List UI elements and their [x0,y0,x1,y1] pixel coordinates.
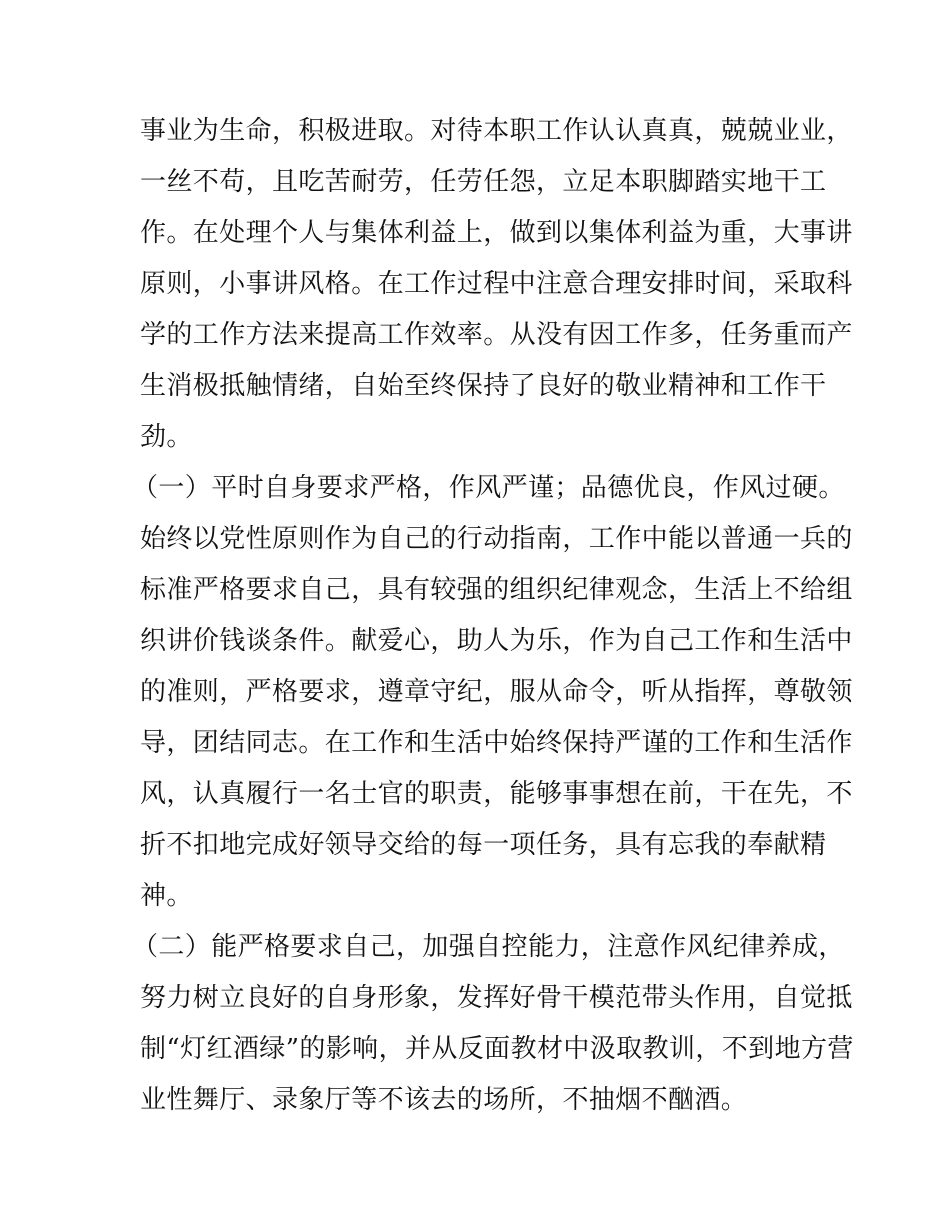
text-line: 神。 [140,881,193,911]
text-line: 折不扣地完成好领导交给的每一项任务，具有忘我的奉献精 [140,830,827,860]
text-line: 学的工作方法来提高工作效率。从没有因工作多，任务重而产 [140,320,853,350]
text-line: 的准则，严格要求，遵章守纪，服从命令，听从指挥，尊敬领 [140,677,853,707]
section-heading-2: （二）能严格要求自己，加强自控能力，注意作风纪律养成， [132,932,845,962]
text-line: 努力树立良好的自身形象，发挥好骨干模范带头作用，自觉抵 [140,983,853,1013]
text-line: 织讲价钱谈条件。献爱心，助人为乐，作为自己工作和生活中 [140,626,853,656]
text-line: 导，团结同志。在工作和生活中始终保持严谨的工作和生活作 [140,728,853,758]
text-line: 始终以党性原则作为自己的行动指南，工作中能以普通一兵的 [140,524,853,554]
text-line: 劲。 [140,422,193,452]
text-line: 风，认真履行一名士官的职责，能够事事想在前，干在先，不 [140,779,853,809]
text-line: 作。在处理个人与集体利益上，做到以集体利益为重，大事讲 [140,218,853,248]
text-line: 生消极抵触情绪，自始至终保持了良好的敬业精神和工作干 [140,371,827,401]
text-line: 一丝不苟，且吃苦耐劳，任劳任怨，立足本职脚踏实地干工 [140,167,827,197]
section-heading-1: （一）平时自身要求严格，作风严谨；品德优良，作风过硬。 [132,473,845,503]
text-line: 事业为生命，积极进取。对待本职工作认认真真，兢兢业业， [140,116,853,146]
text-line: 业性舞厅、录象厅等不该去的场所，不抽烟不酗酒。 [140,1085,748,1115]
text-line: 制“灯红酒绿”的影响，并从反面教材中汲取教训，不到地方营 [140,1034,854,1064]
text-line: 标准严格要求自己，具有较强的组织纪律观念，生活上不给组 [140,575,853,605]
text-line: 原则，小事讲风格。在工作过程中注意合理安排时间，采取科 [140,269,853,299]
body-text [132,106,854,1126]
